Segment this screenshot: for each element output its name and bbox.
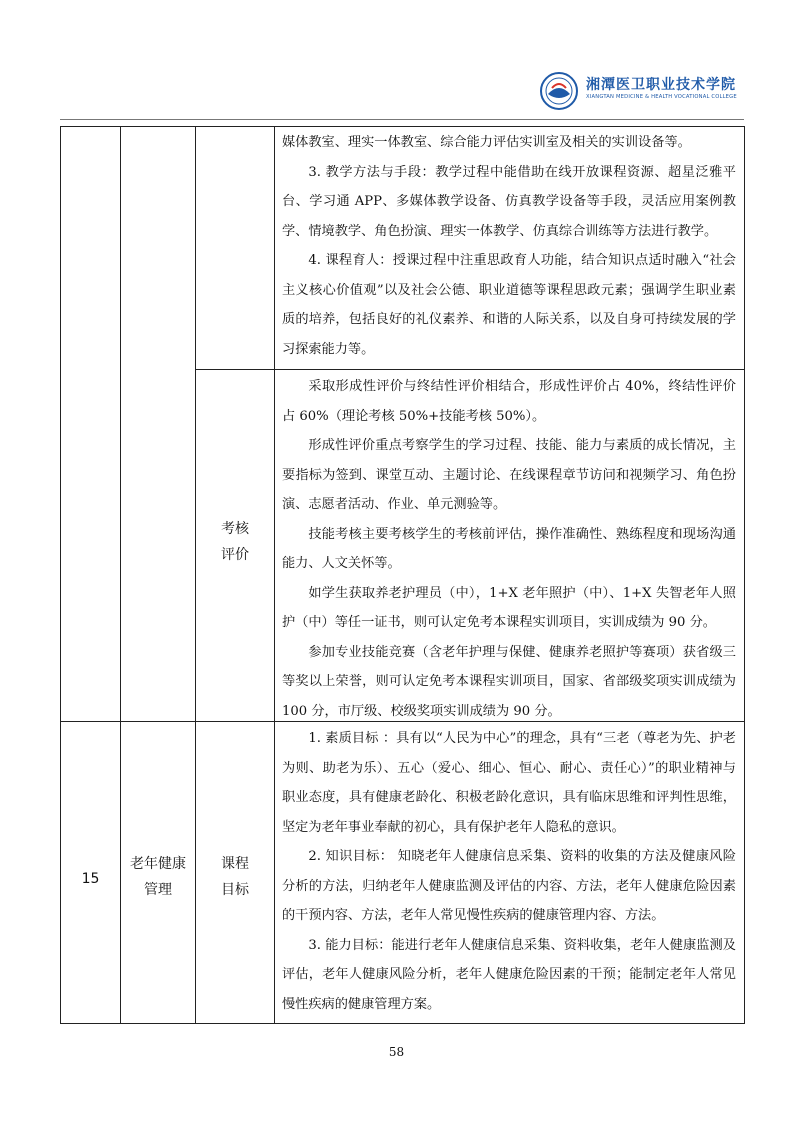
table-bottom-border (60, 1023, 745, 1024)
assessment-label: 考核 评价 (221, 521, 249, 563)
paragraph: 形成性评价重点考察学生的学习过程、技能、能力与素质的成长情况，主要指标为签到、课堂互动、主题讨论、在线课程章节访问和视频学习、角色扮演、志愿者活动、作业、单元测验等。 (282, 438, 736, 512)
paragraph: 媒体教室、理实一体教室、综合能力评估实训室及相关的实训设备等。 (282, 135, 691, 150)
paragraph: 3. 能力目标：能进行老年人健康信息采集、资料收集，老年人健康监测及评估，老年人健康风险分析，老年人健康危险因素的干预；能制定老年人常见慢性疾病的健康管理方案。 (282, 937, 736, 1012)
column-divider-3 (274, 126, 275, 1024)
teaching-implementation-content (282, 128, 736, 364)
paragraph: 参加专业技能竞赛（含老年护理与保健、健康养老照护等赛项）获省级三等奖以上荣誉，则可认定免考本课程实训项目，国家、省部级奖项实训成绩为 100 分，市厅级、校级奖项实训成绩为 90 分。 (282, 644, 736, 719)
assessment-content (282, 372, 736, 726)
course-objectives-content (282, 724, 736, 1019)
table-top-border (60, 126, 745, 127)
paragraph: 如学生获取养老护理员（中），1+X 老年照护（中）、1+X 失智老年人照护（中）等任一证书，则可认定免考本课程实训项目，实训成绩为 90 分。 (282, 585, 736, 630)
school-name: 湘潭医卫职业技术学院 (586, 77, 736, 93)
course-name: 老年健康 管理 (130, 856, 186, 898)
paragraph: 3. 教学方法与手段：教学过程中能借助在线开放课程资源、超星泛雅平台、学习通 APP、多媒体教学设备、仿真教学设备等手段，灵活应用案例教学、情境教学、角色扮演、理实一体教学、仿真综合训练等方法进行教学。 (282, 164, 736, 239)
course-number: 15 (81, 871, 100, 887)
school-name-en: XIANGTAN MEDICINE & HEALTH VOCATIONAL COLLEGE (586, 94, 737, 100)
paragraph: 1. 素质目标 ：具有以“人民为中心”的理念，具有“三老（尊老为先、护老为则、助老为乐）、五心（爱心、细心、恒心、耐心、责任心）”的职业精神与职业态度，具有健康老龄化、积极老龄化意识，具有临床思维和评判性思维，坚定为老年事业奉献的初心，具有保护老年人隐私的意识。 (282, 731, 736, 835)
paragraph: 技能考核主要考核学生的考核前评估，操作准确性、熟练程度和现场沟通能力、人文关怀等。 (282, 526, 736, 571)
course-objectives-label: 课程 目标 (221, 856, 249, 898)
paragraph: 2. 知识目标： 知晓老年人健康信息采集、资料的收集的方法及健康风险分析的方法，归纳老年人健康监测及评估的内容、方法，老年人健康危险因素的干预内容、方法，老年人常见慢性疾病的健康管理内容、方法。 (282, 849, 736, 923)
page-number: 58 (388, 1045, 405, 1059)
paragraph: 采取形成性评价与终结性评价相结合，形成性评价占 40%，终结性评价占 60%（理论考核 50%+技能考核 50%）。 (282, 379, 736, 424)
row-divider-assessment (195, 369, 745, 370)
table-right-border (744, 126, 745, 1024)
paragraph: 4. 课程育人：授课过程中注重思政育人功能，结合知识点适时融入“社会主义核心价值观”以及社会公德、职业道德等课程思政元素；强调学生职业素质的培养，包括良好的礼仪素养、和谐的人际关系，以及自身可持续发展的学习探索能力等。 (282, 253, 736, 357)
